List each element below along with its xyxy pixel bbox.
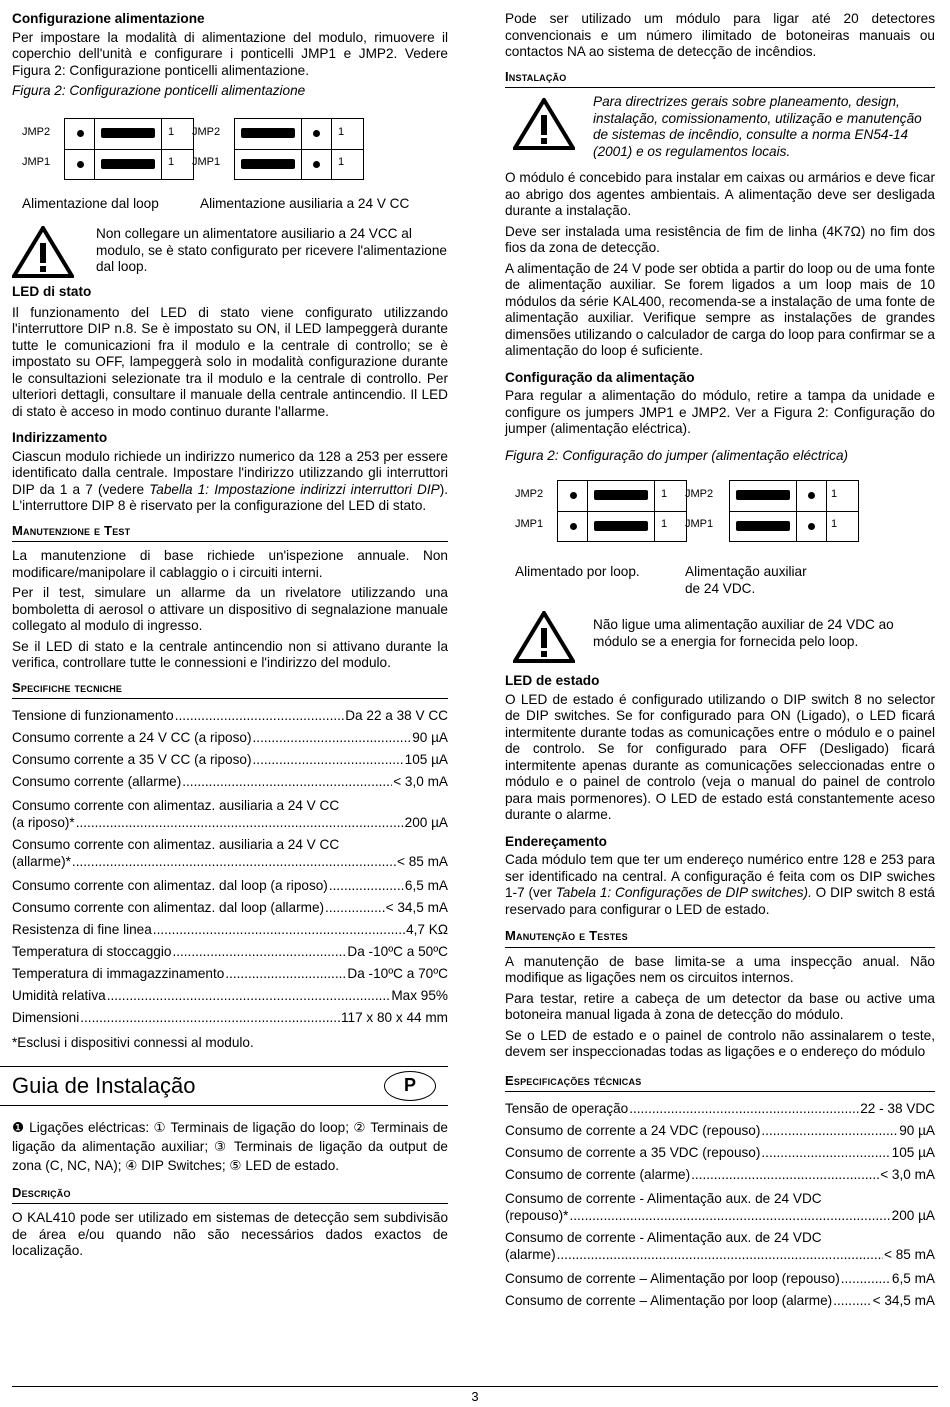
spec-value: < 34,5 mA bbox=[872, 1293, 935, 1308]
spec-label: Consumo corrente con alimentaz. dal loop (a riposo) bbox=[12, 878, 328, 893]
spec-value: Da -10ºC a 50ºC bbox=[347, 944, 448, 959]
spec-value: Max 95% bbox=[391, 988, 448, 1003]
spec-row bbox=[12, 771, 448, 793]
spec-value: Da -10ºC a 70ºC bbox=[347, 966, 448, 981]
warning-triangle-icon bbox=[513, 611, 575, 663]
caption-aux: Alimentazione ausiliaria a 24 V CC bbox=[200, 195, 410, 211]
config-heading-pt: Configuração da alimentação bbox=[505, 369, 695, 385]
spec-value: < 85 mA bbox=[396, 854, 448, 869]
spec-heading-pt: Especificações técnicas bbox=[505, 1073, 935, 1093]
spec-value: 6,5 mA bbox=[404, 878, 448, 893]
spec-leader bbox=[761, 1142, 890, 1164]
spec-leader bbox=[325, 897, 385, 919]
spec-row bbox=[12, 985, 448, 1007]
spec-row bbox=[505, 1164, 935, 1186]
pin-one-label: 1 bbox=[661, 488, 668, 500]
footer-rule bbox=[12, 1386, 938, 1387]
led-heading-it: LED di stato bbox=[12, 284, 92, 299]
spec-label: Temperatura di stoccaggio bbox=[12, 944, 172, 959]
install-warning-text: Para directrizes gerais sobre planeamento, design, instalação, comissionamento, utilização e manutenção de sistemas de incêndio, consulte a norma EN54-14 (2001) e os regulamentos locais. bbox=[593, 94, 922, 159]
spec-label: Temperatura di immagazzinamento bbox=[12, 966, 225, 981]
spec-leader bbox=[557, 1246, 883, 1263]
maint-p1-it: La manutenzione di base richiede un'ispezione annuale. Non modificare/manipolare il cablaggio o i circuiti interni. bbox=[12, 548, 448, 580]
install-p2: Deve ser instalada uma resistência de fim de linha (4K7Ω) no fim dos fios da zona de detecção. bbox=[505, 223, 935, 255]
pin-one-label: 1 bbox=[831, 518, 838, 530]
spec-value: 105 µA bbox=[404, 752, 448, 767]
spec-value: 90 µA bbox=[412, 730, 448, 745]
spec-row bbox=[505, 1290, 935, 1312]
addr-heading-pt: Endereçamento bbox=[505, 833, 607, 849]
spec-row bbox=[12, 853, 448, 870]
spec-label: Consumo corrente (allarme) bbox=[12, 774, 182, 789]
spec-value: < 34,5 mA bbox=[385, 900, 448, 915]
spec-value: 200 µA bbox=[404, 815, 448, 830]
spec-row bbox=[505, 1120, 935, 1142]
spec-row bbox=[12, 919, 448, 941]
spec-leader bbox=[107, 985, 391, 1007]
spec-leader bbox=[569, 1207, 890, 1224]
pin-one-label: 1 bbox=[338, 155, 345, 168]
intro-text: Pode ser utilizado um módulo para ligar até 20 detectores convencionais e um número ilimitado de botoneiras manuais ou contactos NA ao sistema de detecção de incêndios. bbox=[505, 11, 935, 59]
spec-row bbox=[12, 727, 448, 749]
install-warning-block bbox=[505, 94, 935, 160]
pin-one-label: 1 bbox=[338, 125, 345, 138]
spec-value: Da 22 a 38 V CC bbox=[345, 708, 448, 723]
jmp1-label: JMP1 bbox=[515, 518, 544, 530]
spec-leader bbox=[329, 875, 404, 897]
spec-label-line1: Consumo de corrente - Alimentação aux. de 24 VDC bbox=[505, 1191, 822, 1206]
pin-one-label: 1 bbox=[661, 518, 668, 530]
spec-leader bbox=[153, 919, 405, 941]
jmp2-label: JMP2 bbox=[192, 125, 221, 138]
maint-p3-it: Se il LED di stato e la centrale antincendio non si attivano durante la verifica, controllare tutte le connessioni e l'indirizzo del modulo. bbox=[12, 638, 448, 670]
spec-leader bbox=[691, 1164, 879, 1186]
jmp1-label: JMP1 bbox=[192, 155, 221, 168]
spec-label: Consumo corrente a 24 V CC (a riposo) bbox=[12, 730, 252, 745]
spec-leader bbox=[841, 1268, 891, 1290]
spec-leader bbox=[225, 963, 346, 985]
spec-row bbox=[12, 875, 448, 897]
page-number: 3 bbox=[471, 1389, 479, 1404]
spec-label: Umidità relativa bbox=[12, 988, 106, 1003]
connections-text: ❶ Ligações eléctricas: ① Terminais de ligação do loop; ② Terminais de ligação da alimentação auxiliar; ③ Terminais de ligação da output de zona (C, NC, NA); ④ DIP Switches; ⑤ LED de estado. bbox=[12, 1119, 448, 1173]
spec-label: Consumo de corrente (alarme) bbox=[505, 1167, 691, 1182]
jumper-captions-it bbox=[12, 196, 448, 213]
spec-leader bbox=[76, 814, 404, 831]
spec-row bbox=[12, 1007, 448, 1029]
maint-p3-pt: Se o LED de estado e o painel de controlo não assinalarem o teste, devem ser inspeccionadas todas as ligações e o endereço do módulo bbox=[505, 1027, 935, 1059]
spec-leader bbox=[182, 771, 392, 793]
addr-text-it: Ciascun modulo richiede un indirizzo numerico da 128 a 253 per essere identificato dalla centrale. Impostare l'indirizzo utilizzando gli interruttori DIP da 1 a 7 (vedere Tabella 1: Impostazione indirizzi interruttori DIP). L'interruttore DIP 8 è riservato per la configurazione del LED di stato. bbox=[12, 448, 448, 513]
spec-label: (alarme) bbox=[505, 1247, 556, 1262]
right-column bbox=[505, 11, 935, 1312]
config-text-pt: Para regular a alimentação do módulo, retire a tampa da unidade e configure os jumpers JMP1 e JMP2. Ver a Figura 2: Configuração do jumper (alimentação eléctrica). bbox=[505, 388, 935, 436]
config-heading-it: Configurazione alimentazione bbox=[12, 11, 205, 26]
spec-label: Consumo corrente a 35 V CC (a riposo) bbox=[12, 752, 252, 767]
spec-value: 4,7 KΩ bbox=[406, 922, 448, 937]
spec-value: < 85 mA bbox=[883, 1247, 935, 1262]
spec-value: 117 x 80 x 44 mm bbox=[340, 1010, 448, 1025]
figure-caption-pt: Figura 2: Configuração do jumper (alimentação eléctrica) bbox=[505, 447, 849, 463]
spec-row-multiline bbox=[12, 797, 448, 831]
install-p1: O módulo é concebido para instalar em caixas ou armários e deve ficar ao abrigo dos agentes ambientais. A alimentação deve ser desligada durante a instalação. bbox=[505, 170, 935, 218]
jmp2-label: JMP2 bbox=[515, 488, 544, 500]
spec-leader bbox=[833, 1290, 871, 1312]
spec-list-it bbox=[12, 705, 448, 1029]
spec-label: Consumo de corrente – Alimentação por loop (repouso) bbox=[505, 1271, 840, 1286]
spec-value: < 3,0 mA bbox=[880, 1167, 935, 1182]
spec-label: Tensione di funzionamento bbox=[12, 708, 174, 723]
left-column bbox=[12, 11, 448, 1260]
pin-one-label: 1 bbox=[168, 125, 175, 138]
spec-row bbox=[505, 1207, 935, 1224]
led-text-pt: O LED de estado é configurado utilizando o DIP switch 8 no selector de DIP switches. Se for configurado para ON (Ligado), o LED ficará intermitente durante todas as comunicações entre o módulo e o painel de controlo. Se for configurado para OFF (Desligado) ficará intermitente apenas durante as comunicações seleccionadas entre o módulo e o painel de controlo (veja o manual do painel de controlo para mais pormenores). O LED de estado está constantemente aceso durante o alarme. bbox=[505, 691, 935, 822]
spec-label: Resistenza di fine linea bbox=[12, 922, 152, 937]
spec-leader bbox=[175, 705, 345, 727]
jumper-captions-pt bbox=[505, 564, 935, 597]
jmp1-label: JMP1 bbox=[685, 518, 714, 530]
spec-leader bbox=[172, 941, 346, 963]
addr-text-pt: Cada módulo tem que ter um endereço numérico entre 128 e 253 para ser identificado na central. A configuração é feita com os DIP swiches 1-7 (ver Tabela 1: Configurações de DIP switches). O DIP switch 8 está reservado para configurar o LED de estado. bbox=[505, 852, 935, 917]
jumper-block-loop bbox=[64, 118, 194, 180]
spec-label-line1: Consumo corrente con alimentaz. ausiliaria a 24 V CC bbox=[12, 798, 340, 813]
caption-loop-pt: Alimentado por loop. bbox=[515, 564, 640, 579]
spec-row bbox=[12, 705, 448, 727]
spec-label: Dimensioni bbox=[12, 1010, 80, 1025]
spec-value: 22 - 38 VDC bbox=[860, 1101, 935, 1116]
pin-one-label: 1 bbox=[168, 155, 175, 168]
caption-aux-pt: Alimentação auxiliar de 24 VDC. bbox=[685, 564, 807, 596]
addr-heading-it: Indirizzamento bbox=[12, 430, 108, 445]
jumper-diagram-pt bbox=[505, 480, 935, 556]
spec-label: Consumo corrente con alimentaz. dal loop (allarme) bbox=[12, 900, 325, 915]
spec-row bbox=[12, 814, 448, 831]
spec-leader bbox=[72, 853, 396, 870]
config-text-it: Per impostare la modalità di alimentazione del modulo, rimuovere il coperchio dell'unità e configurare i ponticelli JMP1 e JMP2. Vedere Figura 2: Configurazione ponticelli alimentazione. bbox=[12, 29, 448, 78]
spec-row-multiline bbox=[505, 1190, 935, 1224]
spec-row bbox=[505, 1098, 935, 1120]
led-heading-pt: LED de estado bbox=[505, 673, 600, 688]
caption-loop: Alimentazione dal loop bbox=[22, 195, 159, 211]
spec-label-line1: Consumo de corrente - Alimentação aux. de 24 VDC bbox=[505, 1230, 822, 1245]
spec-value: 105 µA bbox=[891, 1145, 935, 1160]
spec-row-multiline bbox=[505, 1229, 935, 1263]
spec-heading-it: Specifiche tecniche bbox=[12, 680, 448, 700]
maint-p2-it: Per il test, simulare un allarme da un rivelatore utilizzando una bomboletta di aerosol o attivare un dispositivo di segnalazione manuale collegato al modulo di ingresso. bbox=[12, 585, 448, 633]
spec-row bbox=[505, 1268, 935, 1290]
maint-p2-pt: Para testar, retire a cabeça de um detector da base ou active uma botoneira manual ligada à zona de detecção do módulo. bbox=[505, 990, 935, 1022]
jumper-block-loop bbox=[557, 480, 687, 542]
spec-label-line1: Consumo corrente con alimentaz. ausiliaria a 24 V CC bbox=[12, 837, 340, 852]
install-p3: A alimentação de 24 V pode ser obtida a partir do loop ou de uma fonte de alimentação auxiliar. Se forem ligados a um loop mais de 10 módulos da série KAL400, recomenda-se a instalação de uma fonte de alimentação auxiliar. Verifique sempre as instalações de grandes dimensões utilizando o calculador de carga do loop para confirmar se a alimentação do loop é suficiente. bbox=[505, 260, 936, 358]
warning-text-pt: Não ligue uma alimentação auxiliar de 24 VDC ao módulo se a energia for fornecida pelo loop. bbox=[593, 617, 894, 649]
spec-label: Tensão de operação bbox=[505, 1101, 629, 1116]
spec-label: Consumo de corrente a 35 VDC (repouso) bbox=[505, 1145, 761, 1160]
footnote-it: *Esclusi i dispositivi connessi al modulo. bbox=[12, 1035, 254, 1050]
jumper-block-aux bbox=[234, 118, 364, 180]
maint-p1-pt: A manutenção de base limita-se a uma inspecção anual. Não modifique as ligações nem os circuitos internos. bbox=[505, 953, 935, 985]
spec-value: 6,5 mA bbox=[891, 1271, 935, 1286]
spec-value: 90 µA bbox=[899, 1123, 935, 1138]
spec-value: 200 µA bbox=[891, 1208, 935, 1223]
spec-leader bbox=[629, 1098, 859, 1120]
spec-label: Consumo de corrente a 24 VDC (repouso) bbox=[505, 1123, 761, 1138]
jumper-block-aux bbox=[729, 480, 859, 542]
figure-caption-it: Figura 2: Configurazione ponticelli alimentazione bbox=[12, 83, 306, 98]
desc-text: O KAL410 pode ser utilizado em sistemas de detecção sem subdivisão de área e/ou quando não são necessários dados exactos de localização. bbox=[12, 1210, 448, 1258]
spec-list-pt bbox=[505, 1098, 935, 1312]
jmp1-label: JMP1 bbox=[22, 155, 51, 168]
spec-row bbox=[505, 1246, 935, 1263]
desc-heading: Descrição bbox=[12, 1185, 448, 1205]
warning-block-pt bbox=[505, 611, 935, 663]
spec-row bbox=[505, 1142, 935, 1164]
spec-row bbox=[12, 941, 448, 963]
guide-title: Guia de Instalação bbox=[12, 1072, 196, 1098]
maint-heading-it: Manutenzione e Test bbox=[12, 523, 448, 543]
jmp2-label: JMP2 bbox=[685, 488, 714, 500]
spec-label: (a riposo)* bbox=[12, 815, 75, 830]
maint-heading-pt: Manutenção e Testes bbox=[505, 928, 935, 948]
led-text-it: Il funzionamento del LED di stato viene configurato utilizzando l'interruttore DIP n.8. Se è impostato su ON, il LED lampeggerà durante tutte le comunicazioni fra il modulo e la centrale di controllo; se è impostato su OFF, lampeggerà solo in modalità configurazione durante le consultazioni selezionate tra il modulo e la centrale di controllo. Per ulteriori dettagli, consultare il manuale della centrale antincendio. Il LED di stato è acceso in modo continuo durante l'allarme. bbox=[12, 304, 448, 419]
spec-value: < 3,0 mA bbox=[393, 774, 448, 789]
jmp2-label: JMP2 bbox=[22, 125, 51, 138]
spec-row bbox=[12, 749, 448, 771]
spec-label: (repouso)* bbox=[505, 1208, 569, 1223]
warning-block-it bbox=[12, 226, 448, 278]
language-badge: P bbox=[384, 1071, 436, 1101]
spec-leader bbox=[80, 1007, 340, 1029]
pin-one-label: 1 bbox=[831, 488, 838, 500]
spec-row-multiline bbox=[12, 836, 448, 870]
guide-banner bbox=[0, 1066, 448, 1106]
spec-row bbox=[12, 897, 448, 919]
jumper-diagram-it bbox=[12, 118, 448, 194]
spec-leader bbox=[253, 727, 412, 749]
warning-triangle-icon bbox=[513, 98, 575, 150]
warning-text-it: Non collegare un alimentatore ausiliario a 24 VCC al modulo, se è stato configurato per ricevere l'alimentazione dal loop. bbox=[96, 226, 447, 274]
spec-label: Consumo de corrente – Alimentação por loop (alarme) bbox=[505, 1293, 833, 1308]
warning-triangle-icon bbox=[12, 226, 74, 278]
spec-row bbox=[12, 963, 448, 985]
spec-leader bbox=[253, 749, 404, 771]
spec-leader bbox=[761, 1120, 898, 1142]
spec-label: (allarme)* bbox=[12, 854, 71, 869]
install-heading: Instalação bbox=[505, 69, 935, 89]
